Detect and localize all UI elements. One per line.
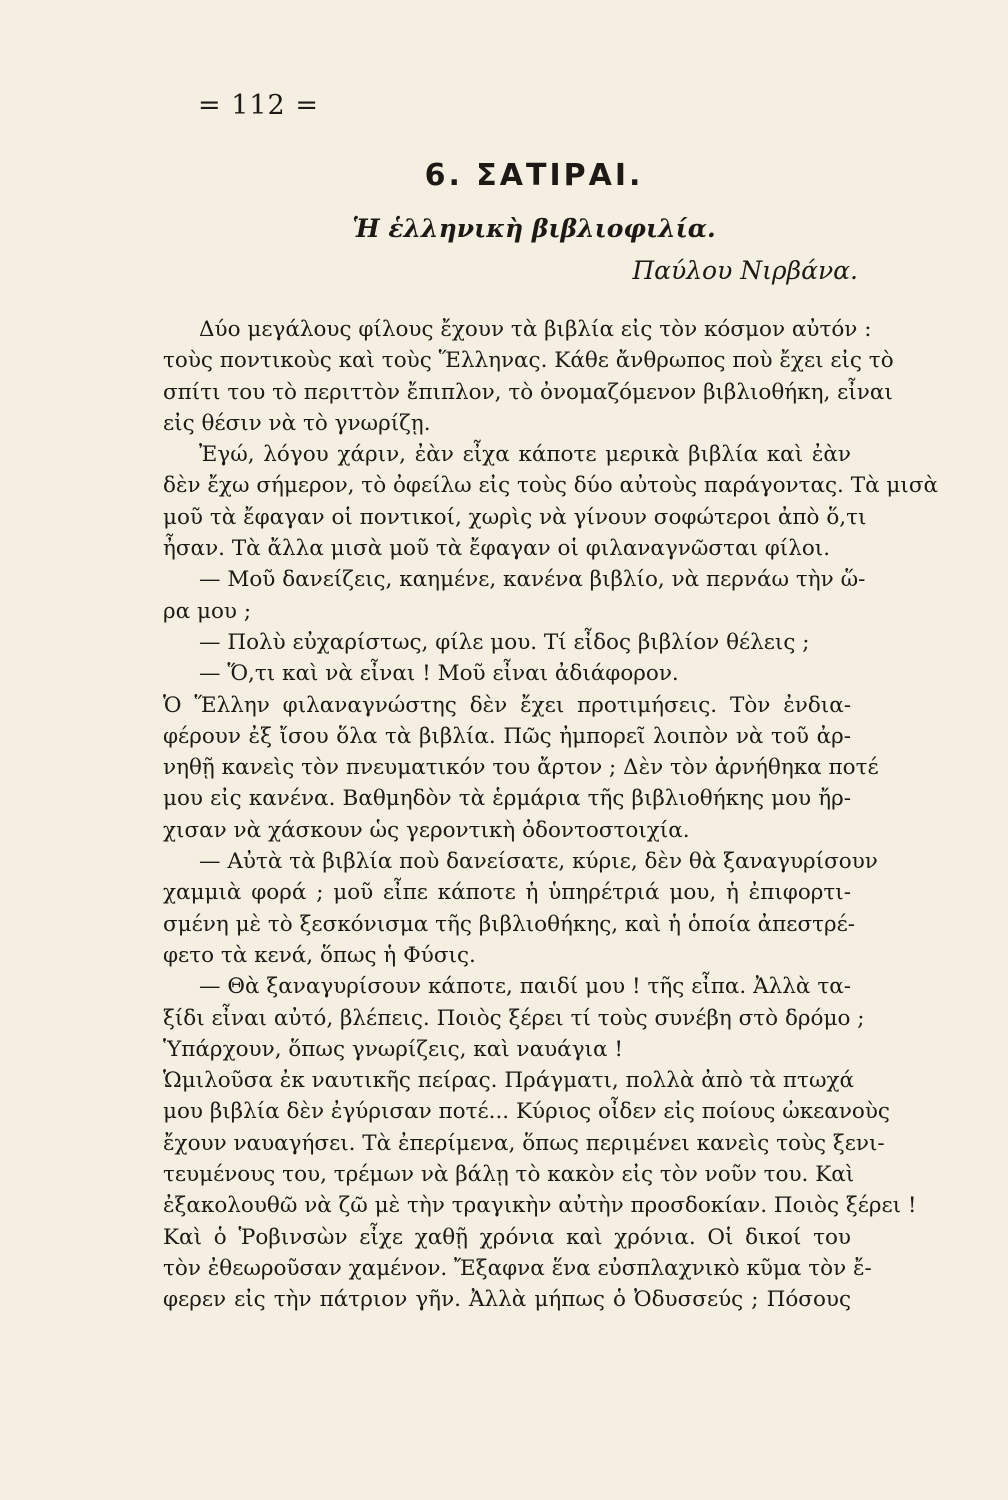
text-line: μου βιβλία δὲν ἐγύρισαν ποτέ... Κύριος οἶδεν εἰς ποίους ὠκεανοὺς bbox=[163, 1099, 890, 1125]
text-line: ρα μου ; bbox=[163, 598, 252, 624]
text-line: ἦσαν. Τὰ ἄλλα μισὰ μοῦ τὰ ἔφαγαν οἱ φιλαναγνῶσται φίλοι. bbox=[163, 536, 831, 562]
text-line: — Θὰ ξαναγυρίσουν κάποτε, παιδί μου ! τῆς εἶπα. Ἀλλὰ τα- bbox=[199, 974, 851, 1000]
text-line: Καὶ ὁ Ῥοβινσὼν εἶχε χαθῇ χρόνια καὶ χρόνια. Οἱ δικοί του bbox=[163, 1224, 851, 1250]
text-line: — Μοῦ δανείζεις, καημένε, κανένα βιβλίο, νὰ περνάω τὴν ὥ- bbox=[199, 567, 866, 593]
text-line: τευμένους του, τρέμων νὰ βάλῃ τὸ κακὸν εἰς τὸν νοῦν του. Καὶ bbox=[163, 1162, 855, 1188]
text-body bbox=[163, 314, 939, 1316]
text-line: εἰς θέσιν νὰ τὸ γνωρίζῃ. bbox=[163, 410, 431, 436]
text-line: φετο τὰ κενά, ὅπως ἡ Φύσις. bbox=[163, 942, 476, 968]
page-number: = 112 = bbox=[198, 90, 319, 121]
text-line: Δύο μεγάλους φίλους ἔχουν τὰ βιβλία εἰς τὸν κόσμον αὐτόν : bbox=[199, 317, 872, 342]
text-line: σμένη μὲ τὸ ξεσκόνισμα τῆς βιβλιοθήκης, καὶ ἡ ὁποία ἀπεστρέ- bbox=[163, 911, 856, 937]
text-line: Ὡμιλοῦσα ἐκ ναυτικῆς πείρας. Πράγματι, πολλὰ ἀπὸ τὰ πτωχά bbox=[163, 1068, 855, 1094]
article-title: Ἡ ἑλληνικὴ βιβλιοφιλία. bbox=[352, 214, 716, 243]
text-line: μοῦ τὰ ἔφαγαν οἱ ποντικοί, χωρὶς νὰ γίνουν σοφώτεροι ἀπὸ ὅ,τι bbox=[163, 504, 867, 530]
text-line: φέρουν ἐξ ἴσου ὅλα τὰ βιβλία. Πῶς ἠμπορεῖ λοιπὸν νὰ τοῦ ἀρ- bbox=[163, 723, 851, 749]
text-line: Ἐγώ, λόγου χάριν, ἐὰν εἶχα κάποτε μερικὰ βιβλία καὶ ἐὰν bbox=[199, 442, 851, 468]
text-line: νηθῇ κανεὶς τὸν πνευματικόν του ἄρτον ; Δὲν τὸν ἀρνήθηκα ποτέ bbox=[163, 755, 879, 781]
text-line: φερεν εἰς τὴν πάτριον γῆν. Ἀλλὰ μήπως ὁ Ὀδυσσεύς ; Πόσους bbox=[163, 1287, 851, 1313]
text-line: Ὁ Ἕλλην φιλαναγνώστης δὲν ἔχει προτιμήσεις. Τὸν ἐνδια- bbox=[163, 692, 851, 718]
text-line: τὸν ἐθεωροῦσαν χαμένον. Ἔξαφνα ἕνα εὐσπλαχνικὸ κῦμα τὸν ἔ- bbox=[163, 1255, 872, 1281]
text-line: Ὑπάρχουν, ὅπως γνωρίζεις, καὶ ναυάγια ! bbox=[163, 1036, 623, 1062]
text-line: χαμμιὰ φορά ; μοῦ εἶπε κάποτε ἡ ὑπηρέτριά μου, ἡ ἐπιφορτι- bbox=[163, 880, 851, 906]
text-line: δὲν ἔχω σήμερον, τὸ ὀφείλω εἰς τοὺς δύο αὐτοὺς παράγοντας. Τὰ μισὰ bbox=[163, 473, 939, 499]
text-line: μου εἰς κανένα. Βαθμηδὸν τὰ ἑρμάρια τῆς βιβλιοθήκης μου ἤρ- bbox=[163, 786, 851, 812]
author-name: Παύλου Νιρβάνα. bbox=[632, 256, 858, 285]
text-line: σπίτι του τὸ περιττὸν ἔπιπλον, τὸ ὀνομαζόμενον βιβλιοθήκη, εἶναι bbox=[163, 379, 893, 405]
text-line: χισαν νὰ χάσκουν ὡς γεροντικὴ ὀδοντοστοιχία. bbox=[163, 817, 690, 843]
text-line: — Πολὺ εὐχαρίστως, φίλε μου. Τί εἶδος βιβλίον θέλεις ; bbox=[199, 629, 810, 655]
text-line: — Αὐτὰ τὰ βιβλία ποὺ δανείσατε, κύριε, δὲν θὰ ξαναγυρίσουν bbox=[199, 849, 878, 875]
text-line: — Ὅ,τι καὶ νὰ εἶναι ! Μοῦ εἶναι ἀδιάφορον. bbox=[199, 661, 679, 687]
text-line: τοὺς ποντικοὺς καὶ τοὺς Ἕλληνας. Κάθε ἄνθρωπος ποὺ ἔχει εἰς τὸ bbox=[163, 348, 894, 374]
text-line: ξίδι εἶναι αὐτό, βλέπεις. Ποιὸς ξέρει τί τοὺς συνέβη στὸ δρόμο ; bbox=[163, 1005, 865, 1031]
text-line: ἔχουν ναυαγήσει. Τὰ ἐπερίμενα, ὅπως περιμένει κανεὶς τοὺς ξενι- bbox=[163, 1130, 885, 1156]
section-title: 6. ΣΑΤΙΡΑΙ. bbox=[424, 158, 644, 193]
text-line: ἐξακολουθῶ νὰ ζῶ μὲ τὴν τραγικὴν αὐτὴν προσδοκίαν. Ποιὸς ξέρει ! bbox=[163, 1193, 917, 1219]
